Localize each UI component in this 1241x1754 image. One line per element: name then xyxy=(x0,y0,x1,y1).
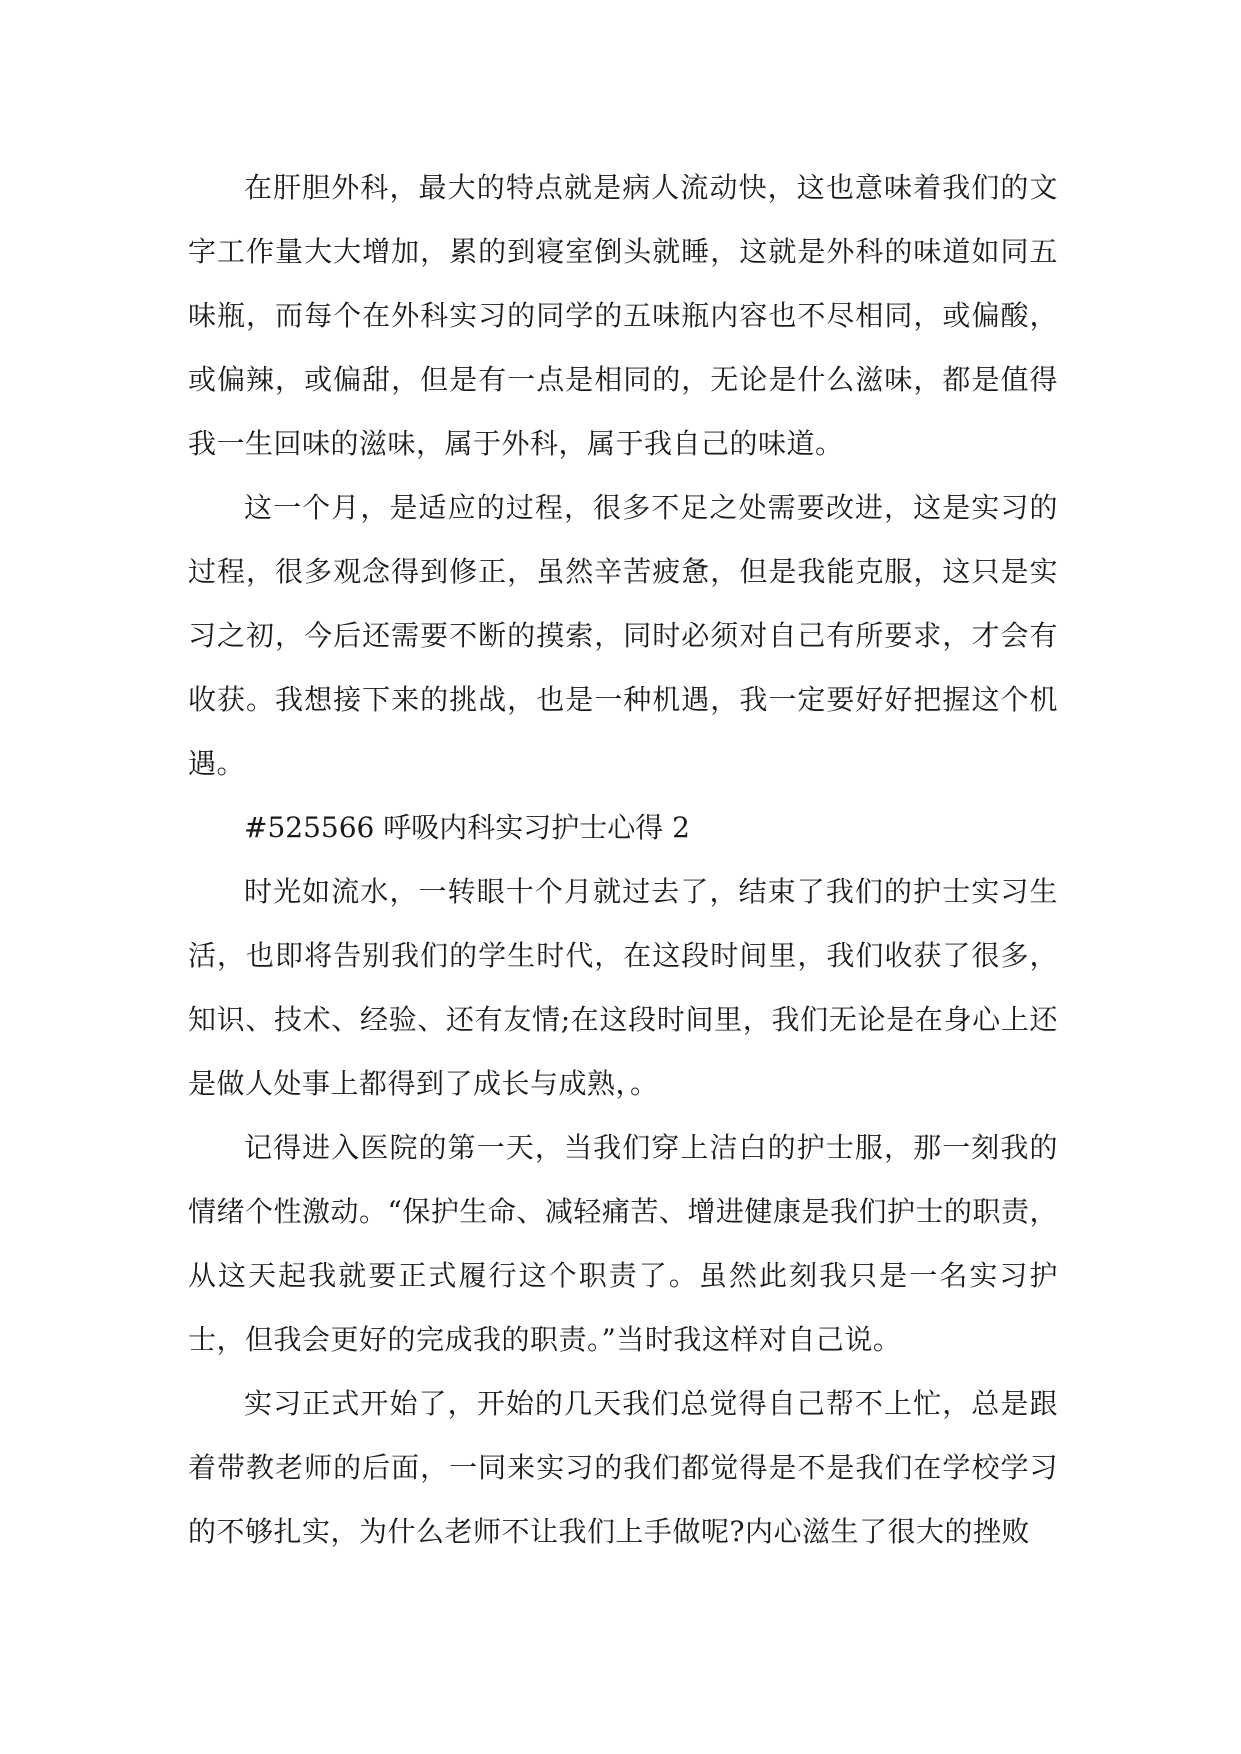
paragraph-internship-start: 实习正式开始了，开始的几天我们总觉得自己帮不上忙，总是跟着带教老师的后面，一同来实习的我们都觉得是不是我们在学校学习的不够扎实，为什么老师不让我们上手做呢?内心滋生了很大的挫败 xyxy=(188,1387,1058,1548)
paragraph-ten-months: 时光如流水，一转眼十个月就过去了，结束了我们的护士实习生活，也即将告别我们的学生时代，在这段时间里，我们收获了很多，知识、技术、经验、还有友情;在这段时间里，我们无论是在身心上还是做人处事上都得到了成长与成熟，。 xyxy=(188,875,1058,1100)
section-heading: #525566 呼吸内科实习护士心得 2 xyxy=(244,811,690,844)
paragraph-hepatobiliary-surgery: 在肝胆外科，最大的特点就是病人流动快，这也意味着我们的文字工作量大大增加，累的到寝室倒头就睡，这就是外科的味道如同五味瓶，而每个在外科实习的同学的五味瓶内容也不尽相同，或偏酸，或偏辣，或偏甜，但是有一点是相同的，无论是什么滋味，都是值得我一生回味的滋味，属于外科，属于我自己的味道。 xyxy=(188,171,1058,460)
paragraph-first-month: 这一个月，是适应的过程，很多不足之处需要改进，这是实习的过程，很多观念得到修正，虽然辛苦疲惫，但是我能克服，这只是实习之初，今后还需要不断的摸索，同时必须对自己有所要求，才会有收获。我想接下来的挑战，也是一种机遇，我一定要好好把握这个机遇。 xyxy=(188,491,1058,780)
paragraph-first-day: 记得进入医院的第一天，当我们穿上洁白的护士服，那一刻我的情绪个性激动。“保护生命、减轻痛苦、增进健康是我们护士的职责，从这天起我就要正式履行这个职责了。虽然此刻我只是一名实习护士，但我会更好的完成我的职责。”当时我这样对自己说。 xyxy=(188,1131,1058,1356)
document-body xyxy=(188,156,1058,1564)
